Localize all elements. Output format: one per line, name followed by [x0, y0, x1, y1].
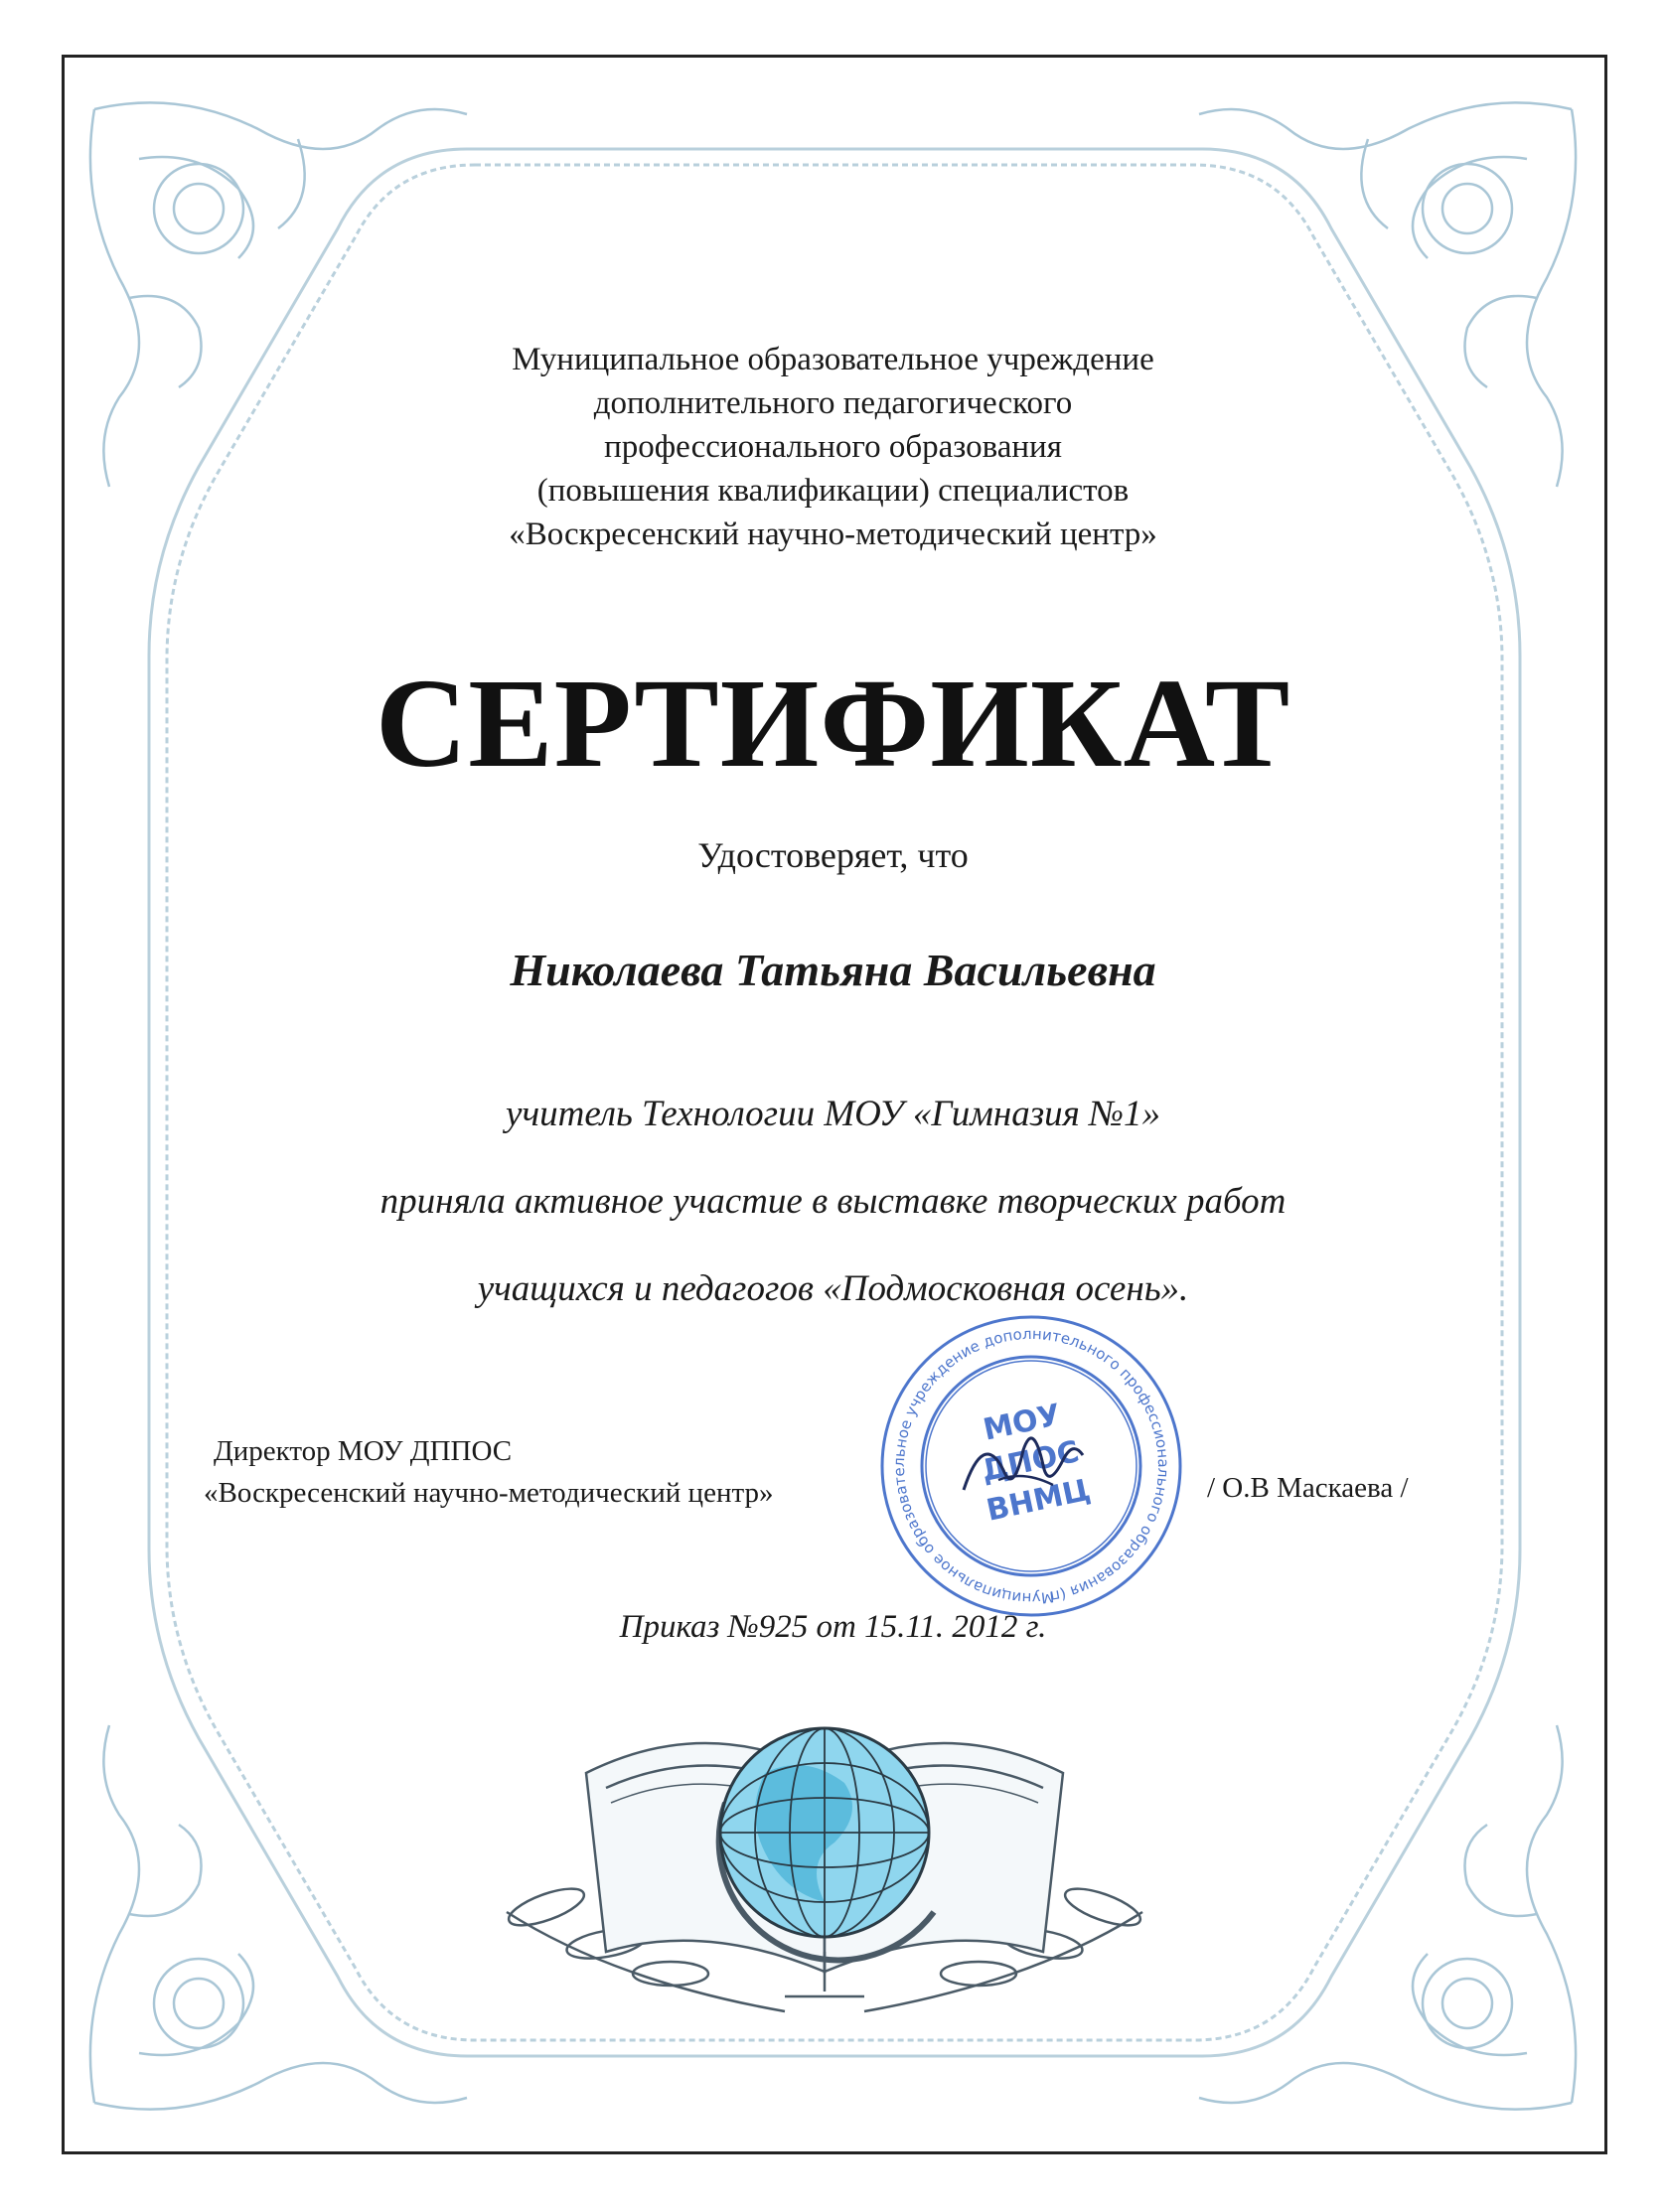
- org-line: «Воскресенский научно-методический центр»: [509, 516, 1157, 552]
- description-line: приняла активное участие в выставке творческих работ: [379, 1181, 1287, 1222]
- description-line: учащихся и педагогов «Подмосковная осень».: [477, 1268, 1189, 1309]
- globe-book-emblem: [467, 1654, 1182, 2041]
- recipient-position: учитель Технологии МОУ «Гимназия №1»: [506, 1094, 1160, 1134]
- order-reference: Приказ №925 от 15.11. 2012 г.: [619, 1609, 1047, 1645]
- svg-text:МОУ: МОУ: [980, 1398, 1064, 1448]
- organization-header: [0, 338, 1666, 556]
- certifies-text: Удостоверяет, что: [697, 835, 969, 875]
- signatory-title-line: Директор МОУ ДППОС: [214, 1435, 513, 1467]
- signatory-title: [204, 1430, 774, 1514]
- org-line: Муниципальное образовательное учреждение: [512, 342, 1154, 377]
- org-line: (повышения квалификации) специалистов: [536, 473, 1130, 509]
- org-line: дополнительного педагогического: [593, 385, 1073, 421]
- signatory-title-line: «Воскресенский научно-методический центр»: [204, 1477, 774, 1509]
- svg-text:ВНМЦ: ВНМЦ: [984, 1472, 1094, 1529]
- svg-text:ДПОС: ДПОС: [978, 1434, 1083, 1490]
- certificate-title: СЕРТИФИКАТ: [375, 653, 1291, 794]
- signature-mark: [944, 1410, 1093, 1520]
- svg-text:Муниципальное образовательное: Муниципальное образовательное учреждение дополнительного профессионального образования (повышения: [889, 1324, 1173, 1608]
- org-line: профессионального образования: [604, 429, 1062, 465]
- signatory-name: / О.В Маскаева /: [1207, 1472, 1409, 1504]
- recipient-name: Николаева Татьяна Васильевна: [510, 945, 1156, 995]
